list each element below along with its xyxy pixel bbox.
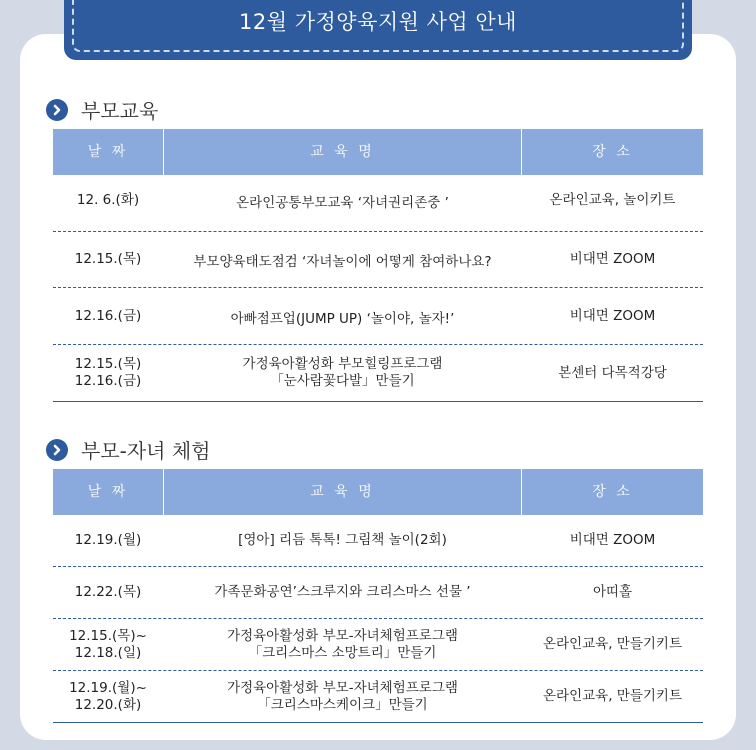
cell-date: 12.15.(목)~ 12.18.(일) — [69, 627, 147, 661]
cell-program: 온라인공통부모교육 ‘자녀권리존중 ’ — [236, 194, 449, 211]
section-heading-parent-education — [46, 95, 158, 124]
column-header-program: 교 육 명 — [164, 129, 522, 175]
cell-place: 비대면 ZOOM — [569, 532, 656, 548]
cell-date: 12. 6.(화) — [76, 191, 140, 208]
header-banner — [64, 0, 692, 60]
parent-education-table — [53, 129, 703, 402]
section-title: 부모-자녀 체험 — [81, 439, 211, 463]
table-row — [53, 345, 703, 402]
table-row — [53, 515, 703, 567]
chevron-right-icon — [46, 99, 68, 121]
cell-date: 12.19.(월) — [74, 532, 142, 548]
chevron-right-icon — [46, 439, 68, 461]
parent-child-table — [53, 469, 703, 723]
cell-date: 12.19.(월)~ 12.20.(화) — [69, 679, 147, 713]
table-header — [53, 469, 703, 515]
cell-date: 12.15.(목) — [74, 251, 142, 267]
cell-program: 가족문화공연’스크루지와 크리스마스 선물 ’ — [214, 584, 471, 600]
column-header-date: 날 짜 — [53, 129, 164, 175]
column-header-date: 날 짜 — [53, 469, 164, 515]
table-header — [53, 129, 703, 175]
table-row — [53, 288, 703, 345]
column-header-program: 교 육 명 — [164, 469, 522, 515]
table-row — [53, 232, 703, 288]
cell-program: [영아] 리듬 톡톡! 그림책 놀이(2회) — [238, 532, 447, 548]
column-header-place: 장 소 — [592, 144, 633, 160]
cell-place: 비대면 ZOOM — [569, 251, 656, 267]
section-title: 부모교육 — [81, 99, 159, 123]
table-row — [53, 619, 703, 671]
table-row — [53, 175, 703, 232]
table-row — [53, 671, 703, 723]
cell-place: 온라인교육, 만들기키트 — [543, 688, 682, 704]
cell-program: 가정육아활성화 부모-자녀체험프로그램 「크리스마스케이크」만들기 — [227, 679, 458, 713]
cell-place: 온라인교육, 만들기키트 — [543, 636, 682, 652]
cell-program: 부모양육태도점검 ‘자녀놀이에 어떻게 참여하나요? — [193, 254, 492, 270]
cell-place: 아띠홀 — [592, 584, 633, 600]
cell-place: 본센터 다목적강당 — [558, 364, 667, 381]
cell-date: 12.22.(목) — [74, 584, 142, 600]
cell-place: 온라인교육, 놀이키트 — [549, 191, 676, 208]
cell-program: 아빠점프업(JUMP UP) ‘놀이야, 놀자!’ — [230, 310, 455, 327]
table-row — [53, 567, 703, 619]
section-heading-parent-child — [46, 435, 211, 464]
cell-date: 12.15.(목) 12.16.(금) — [74, 356, 142, 389]
cell-program: 가정육아활성화 부모-자녀체험프로그램 「크리스마스 소망트리」만들기 — [227, 627, 458, 661]
cell-date: 12.16.(금) — [74, 307, 142, 324]
cell-program: 가정육아활성화 부모힐링프로그램 「눈사람꽃다발」만들기 — [242, 356, 443, 389]
column-header-place: 장 소 — [592, 484, 633, 500]
cell-place: 비대면 ZOOM — [569, 307, 656, 324]
page-title: 12월 가정양육지원 사업 안내 — [239, 10, 517, 34]
